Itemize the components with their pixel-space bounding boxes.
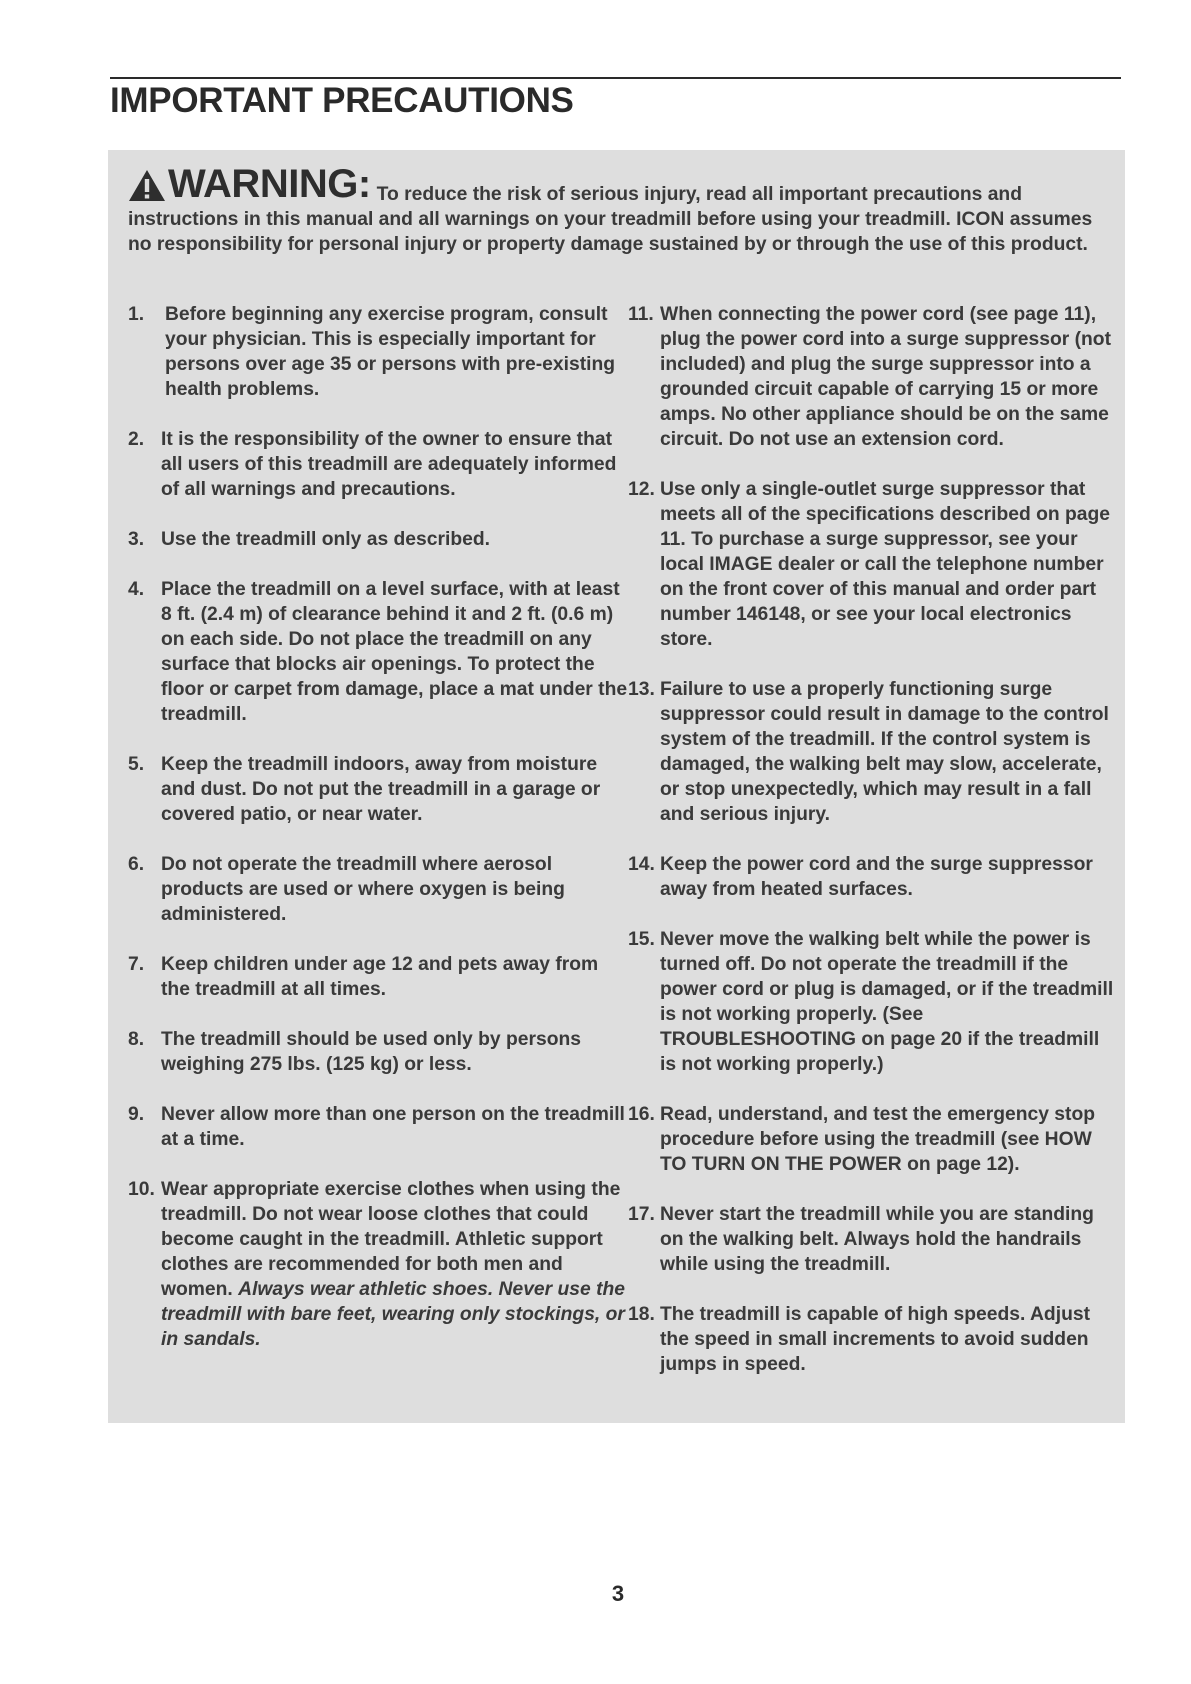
- item-text-regular: Wear appropriate exercise clothes when using the treadmill. Do not wear loose clothes that could become caught in the treadmill. Athletic support clothes are recommended for both men and women.: [161, 1179, 621, 1300]
- item-text: The treadmill should be used only by persons weighing 275 lbs. (125 kg) or less.: [161, 1029, 581, 1075]
- item-number: 8.: [128, 1029, 145, 1050]
- precaution-item: [628, 302, 1118, 452]
- item-number: 4.: [128, 579, 145, 600]
- precaution-item: [128, 1027, 628, 1077]
- item-text: Use the treadmill only as described.: [161, 529, 490, 550]
- item-number: 2.: [128, 429, 145, 450]
- precaution-item: [128, 577, 628, 727]
- item-text: Read, understand, and test the emergency stop procedure before using the treadmill (see HOW TO TURN ON THE POWER on page 12).: [660, 1104, 1095, 1175]
- warning-box: [108, 150, 1125, 1423]
- precaution-item: [628, 1102, 1118, 1177]
- page-number: 3: [611, 1581, 625, 1606]
- item-number: 13.: [628, 679, 655, 700]
- warning-triangle-icon: [128, 169, 166, 202]
- precautions-right-column: [628, 302, 1118, 1402]
- item-number: 5.: [128, 754, 145, 775]
- warning-heading: [128, 162, 371, 206]
- item-text: Keep children under age 12 and pets away from the treadmill at all times.: [161, 954, 599, 1000]
- precaution-item: [128, 302, 628, 402]
- precautions-left-column: [128, 302, 628, 1377]
- precaution-item: [128, 752, 628, 827]
- item-number: 11.: [628, 304, 654, 325]
- item-text: Never start the treadmill while you are standing on the walking belt. Always hold the handrails while using the treadmill.: [660, 1204, 1094, 1275]
- item-text: Never move the walking belt while the power is turned off. Do not operate the treadmill if the power cord or plug is damaged, or if the treadmill is not working properly. (See TROUBLESHOOTING on page 20 if the treadmill is not working properly.): [660, 929, 1114, 1075]
- warning-text: To reduce the risk of serious injury, read all important precautions and instructions in this manual and all warnings on your treadmill before using your treadmill. ICON assumes no responsibility for personal injury or property damage sustained by or through the use of this product.: [128, 184, 1093, 255]
- item-number: 17.: [628, 1204, 655, 1225]
- item-text: Keep the power cord and the surge suppressor away from heated surfaces.: [660, 854, 1093, 900]
- precaution-item: [128, 427, 628, 502]
- item-number: 7.: [128, 954, 145, 975]
- item-number: 15.: [628, 929, 655, 950]
- item-text: It is the responsibility of the owner to ensure that all users of this treadmill are adequately informed of all warnings and precautions.: [161, 429, 617, 500]
- item-number: 1.: [128, 304, 145, 325]
- item-text: The treadmill is capable of high speeds. Adjust the speed in small increments to avoid sudden jumps in speed.: [660, 1304, 1090, 1375]
- precaution-item: [628, 927, 1118, 1077]
- item-number: 16.: [628, 1104, 655, 1125]
- precaution-item: [128, 1177, 628, 1352]
- precaution-item: [628, 1202, 1118, 1277]
- precaution-item: [628, 852, 1118, 902]
- precaution-item: [128, 952, 628, 1002]
- item-text: Do not operate the treadmill where aerosol products are used or where oxygen is being administered.: [161, 854, 565, 925]
- item-number: 18.: [628, 1304, 655, 1325]
- header-rule: [110, 77, 1121, 79]
- item-number: 12.: [628, 479, 655, 500]
- item-number: 10.: [128, 1179, 155, 1200]
- item-number: 14.: [628, 854, 655, 875]
- warning-label: WARNING:: [168, 162, 371, 206]
- item-text: Place the treadmill on a level surface, with at least 8 ft. (2.4 m) of clearance behind it and 2 ft. (0.6 m) on each side. Do not place the treadmill on any surface that blocks air openings. To protect the floor or carpet from damage, place a mat under the treadmill.: [161, 579, 628, 725]
- precaution-item: [628, 1302, 1118, 1377]
- precaution-item: [628, 477, 1118, 652]
- precaution-item: [128, 527, 628, 552]
- precaution-item: [628, 677, 1118, 827]
- item-text: Use only a single-outlet surge suppressor that meets all of the specifications described on page 11. To purchase a surge suppressor, see your local IMAGE dealer or call the telephone number on the front cover of this manual and order part number 146148, or see your local electronics store.: [660, 479, 1111, 650]
- item-number: 6.: [128, 854, 145, 875]
- item-text: Failure to use a properly functioning surge suppressor could result in damage to the control system of the treadmill. If the control system is damaged, the walking belt may slow, accelerate, or stop unexpectedly, which may result in a fall and serious injury.: [660, 679, 1109, 825]
- precaution-item: [128, 852, 628, 927]
- page-title: IMPORTANT PRECAUTIONS: [110, 81, 574, 120]
- item-number: 9.: [128, 1104, 145, 1125]
- item-text: Before beginning any exercise program, consult your physician. This is especially important for persons over age 35 or persons with pre-existing health problems.: [165, 304, 616, 400]
- item-text-italic: Always wear athletic shoes. Never use the treadmill with bare feet, wearing only stockings, or in sandals.: [161, 1279, 626, 1350]
- item-text: When connecting the power cord (see page 11), plug the power cord into a surge suppressor (not included) and plug the surge suppressor into a grounded circuit capable of carrying 15 or more amps. No other appliance should be on the same circuit. Do not use an extension cord.: [660, 304, 1112, 450]
- precaution-item: [128, 1102, 628, 1152]
- item-text: Never allow more than one person on the treadmill at a time.: [161, 1104, 625, 1150]
- item-number: 3.: [128, 529, 145, 550]
- item-text: Keep the treadmill indoors, away from moisture and dust. Do not put the treadmill in a garage or covered patio, or near water.: [161, 754, 601, 825]
- warning-intro: [128, 162, 1093, 257]
- item-text: [128, 1177, 628, 1352]
